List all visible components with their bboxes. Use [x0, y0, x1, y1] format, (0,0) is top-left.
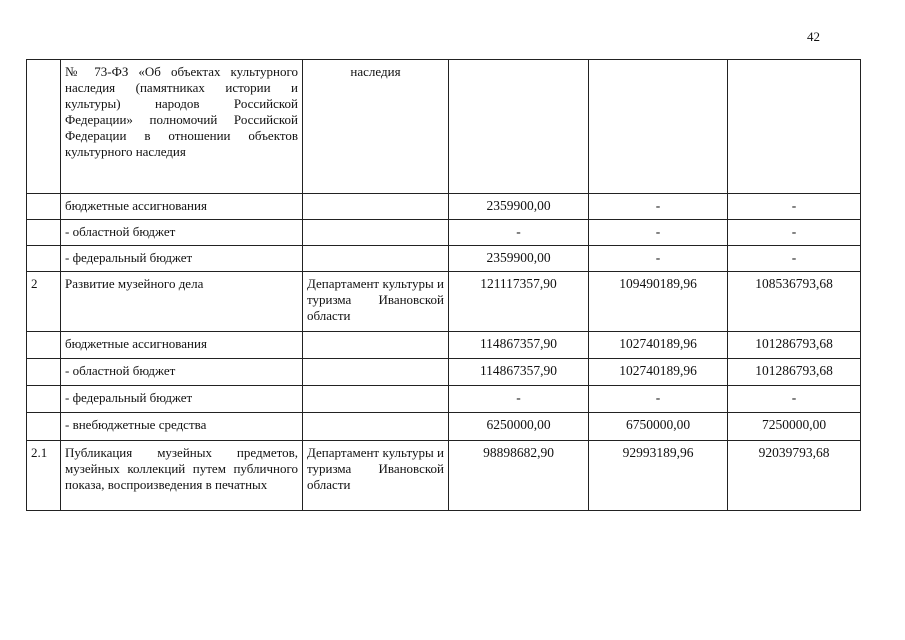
row-name-cell: Публикация музейных предметов, музейных коллекций путем публичного показа, воспроизведения в печатных	[61, 441, 303, 511]
row-executor-cell	[303, 246, 449, 272]
table-row	[27, 60, 861, 194]
row-name-cell: - федеральный бюджет	[61, 246, 303, 272]
table-row	[27, 359, 861, 386]
row-year1-value	[449, 60, 589, 194]
row-executor-cell	[303, 332, 449, 359]
row-year3-value: 108536793,68	[728, 272, 861, 332]
row-year2-value: 102740189,96	[589, 332, 728, 359]
row-year2-value: 6750000,00	[589, 413, 728, 441]
row-year1-value: 121117357,90	[449, 272, 589, 332]
row-year3-value: 101286793,68	[728, 332, 861, 359]
table-row	[27, 246, 861, 272]
row-year2-value: -	[589, 194, 728, 220]
row-year1-value: 114867357,90	[449, 332, 589, 359]
row-executor-cell	[303, 413, 449, 441]
row-name-cell: - областной бюджет	[61, 359, 303, 386]
row-name-cell: Развитие музейного дела	[61, 272, 303, 332]
row-year3-value: 92039793,68	[728, 441, 861, 511]
row-year2-value: 109490189,96	[589, 272, 728, 332]
row-number-cell	[27, 332, 61, 359]
row-year3-value: 7250000,00	[728, 413, 861, 441]
row-name-cell: № 73-ФЗ «Об объектах культурного наследия (памятниках истории и культуры) народов Российской Федерации» полномочий Российской Федерации в отношении объектов культурного наследия	[61, 60, 303, 194]
row-year1-value: 98898682,90	[449, 441, 589, 511]
table-row	[27, 332, 861, 359]
table-row	[27, 272, 861, 332]
row-name-cell: бюджетные ассигнования	[61, 332, 303, 359]
row-year1-value: -	[449, 220, 589, 246]
row-year2-value: 102740189,96	[589, 359, 728, 386]
table-row	[27, 386, 861, 413]
row-number-cell	[27, 359, 61, 386]
table-row	[27, 194, 861, 220]
row-name-cell: - областной бюджет	[61, 220, 303, 246]
row-executor-cell	[303, 220, 449, 246]
row-executor-cell	[303, 194, 449, 220]
row-executor-cell	[303, 386, 449, 413]
row-year2-value: -	[589, 386, 728, 413]
row-executor-cell: Департамент культуры и туризма Ивановской области	[303, 441, 449, 511]
table-row	[27, 220, 861, 246]
row-number-cell: 2.1	[27, 441, 61, 511]
row-year3-value	[728, 60, 861, 194]
row-executor-cell: Департамент культуры и туризма Ивановской области	[303, 272, 449, 332]
row-year2-value: -	[589, 246, 728, 272]
row-year3-value: 101286793,68	[728, 359, 861, 386]
row-year3-value: -	[728, 386, 861, 413]
row-year1-value: 2359900,00	[449, 246, 589, 272]
row-number-cell	[27, 386, 61, 413]
row-year2-value: -	[589, 220, 728, 246]
table-row	[27, 413, 861, 441]
row-year2-value: 92993189,96	[589, 441, 728, 511]
row-year3-value: -	[728, 194, 861, 220]
budget-table	[26, 59, 861, 511]
row-number-cell	[27, 220, 61, 246]
row-year3-value: -	[728, 246, 861, 272]
table-row	[27, 441, 861, 511]
row-name-cell: бюджетные ассигнования	[61, 194, 303, 220]
row-year1-value: 114867357,90	[449, 359, 589, 386]
row-name-cell: - внебюджетные средства	[61, 413, 303, 441]
row-number-cell	[27, 60, 61, 194]
row-number-cell	[27, 413, 61, 441]
row-year1-value: -	[449, 386, 589, 413]
row-year1-value: 2359900,00	[449, 194, 589, 220]
row-year3-value: -	[728, 220, 861, 246]
row-executor-cell	[303, 359, 449, 386]
row-year2-value	[589, 60, 728, 194]
row-number-cell	[27, 246, 61, 272]
row-number-cell: 2	[27, 272, 61, 332]
row-executor-cell: наследия	[303, 60, 449, 194]
row-name-cell: - федеральный бюджет	[61, 386, 303, 413]
row-year1-value: 6250000,00	[449, 413, 589, 441]
page-number: 42	[807, 29, 820, 44]
row-number-cell	[27, 194, 61, 220]
